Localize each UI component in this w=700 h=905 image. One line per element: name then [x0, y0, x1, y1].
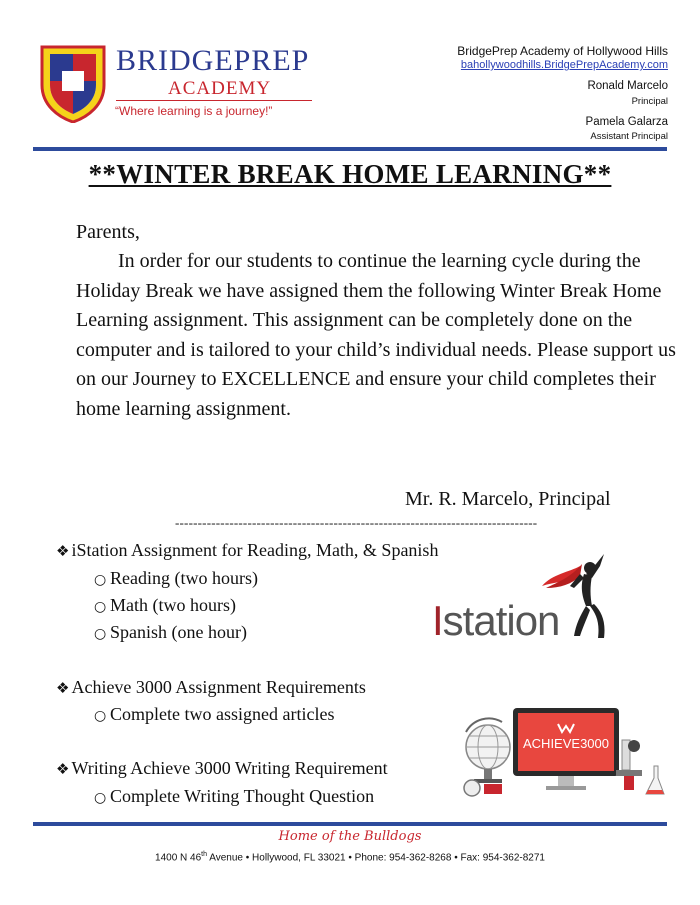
diamond-bullet-icon: ❖: [56, 679, 70, 697]
letter-salutation: Parents,: [76, 221, 140, 243]
section-separator: --------------------------------------------------------------------------------: [175, 515, 538, 530]
assignment-item: ○ Complete Writing Thought Question: [94, 786, 375, 806]
letter-signature: Mr. R. Marcelo, Principal: [405, 488, 611, 510]
footer-divider: [33, 822, 667, 826]
diamond-bullet-icon: ❖: [56, 760, 70, 778]
assistant-principal-title: Assistant Principal: [590, 131, 668, 142]
circle-bullet-icon: ○: [94, 599, 107, 615]
school-crest-logo: [40, 45, 106, 123]
achieve3000-illustration: [458, 702, 668, 802]
assignment-heading: ❖ iStation Assignment for Reading, Math, & Spanish: [56, 540, 439, 560]
brand-tagline: “Where learning is a journey!”: [115, 104, 273, 118]
assignment-item: ○ Reading (two hours): [94, 568, 258, 588]
brand-subtitle: ACADEMY: [168, 78, 272, 99]
assistant-principal-name: Pamela Galarza: [585, 116, 668, 128]
achieve3000-screen-text: ACHIEVE3000: [523, 736, 609, 751]
circle-bullet-icon: ○: [94, 626, 107, 642]
assignment-heading: ❖ Writing Achieve 3000 Writing Requirement: [56, 758, 388, 778]
assignment-item: ○ Spanish (one hour): [94, 622, 247, 642]
footer-address: 1400 N 46th Avenue • Hollywood, FL 33021 • Phone: 954-362-8268 • Fax: 954-362-8271: [155, 851, 545, 864]
footer-slogan: Home of the Bulldogs: [278, 829, 422, 844]
letter-body: In order for our students to continue the learning cycle during the Holiday Break we have assigned them the following Winter Break Home Learning assignment. This assignment can be completely done on the computer and is tailored to your child’s individual needs. Please support us on our Journey to EXCELLENCE and ensure your child completes their home learning assignment.: [76, 250, 676, 420]
school-website-link[interactable]: bahollywoodhills.BridgePrepAcademy.com: [460, 59, 668, 71]
assignment-heading: ❖ Achieve 3000 Assignment Requirements: [56, 677, 366, 697]
diamond-bullet-icon: ❖: [56, 542, 70, 560]
circle-bullet-icon: ○: [94, 572, 107, 588]
assignment-item: ○ Complete two assigned articles: [94, 704, 335, 724]
brand-divider: [116, 100, 312, 101]
brand-name: BRIDGEPREP: [116, 44, 310, 77]
circle-bullet-icon: ○: [94, 708, 107, 724]
principal-title: Principal: [631, 96, 668, 107]
istation-logo: Istation: [432, 597, 560, 644]
school-name: BridgePrep Academy of Hollywood Hills: [457, 44, 668, 58]
principal-name: Ronald Marcelo: [587, 80, 668, 92]
istation-mascot-icon: [540, 552, 610, 644]
page-title: **WINTER BREAK HOME LEARNING**: [88, 159, 612, 189]
header-divider: [33, 147, 667, 151]
assignment-item: ○ Math (two hours): [94, 595, 236, 615]
circle-bullet-icon: ○: [94, 790, 107, 806]
